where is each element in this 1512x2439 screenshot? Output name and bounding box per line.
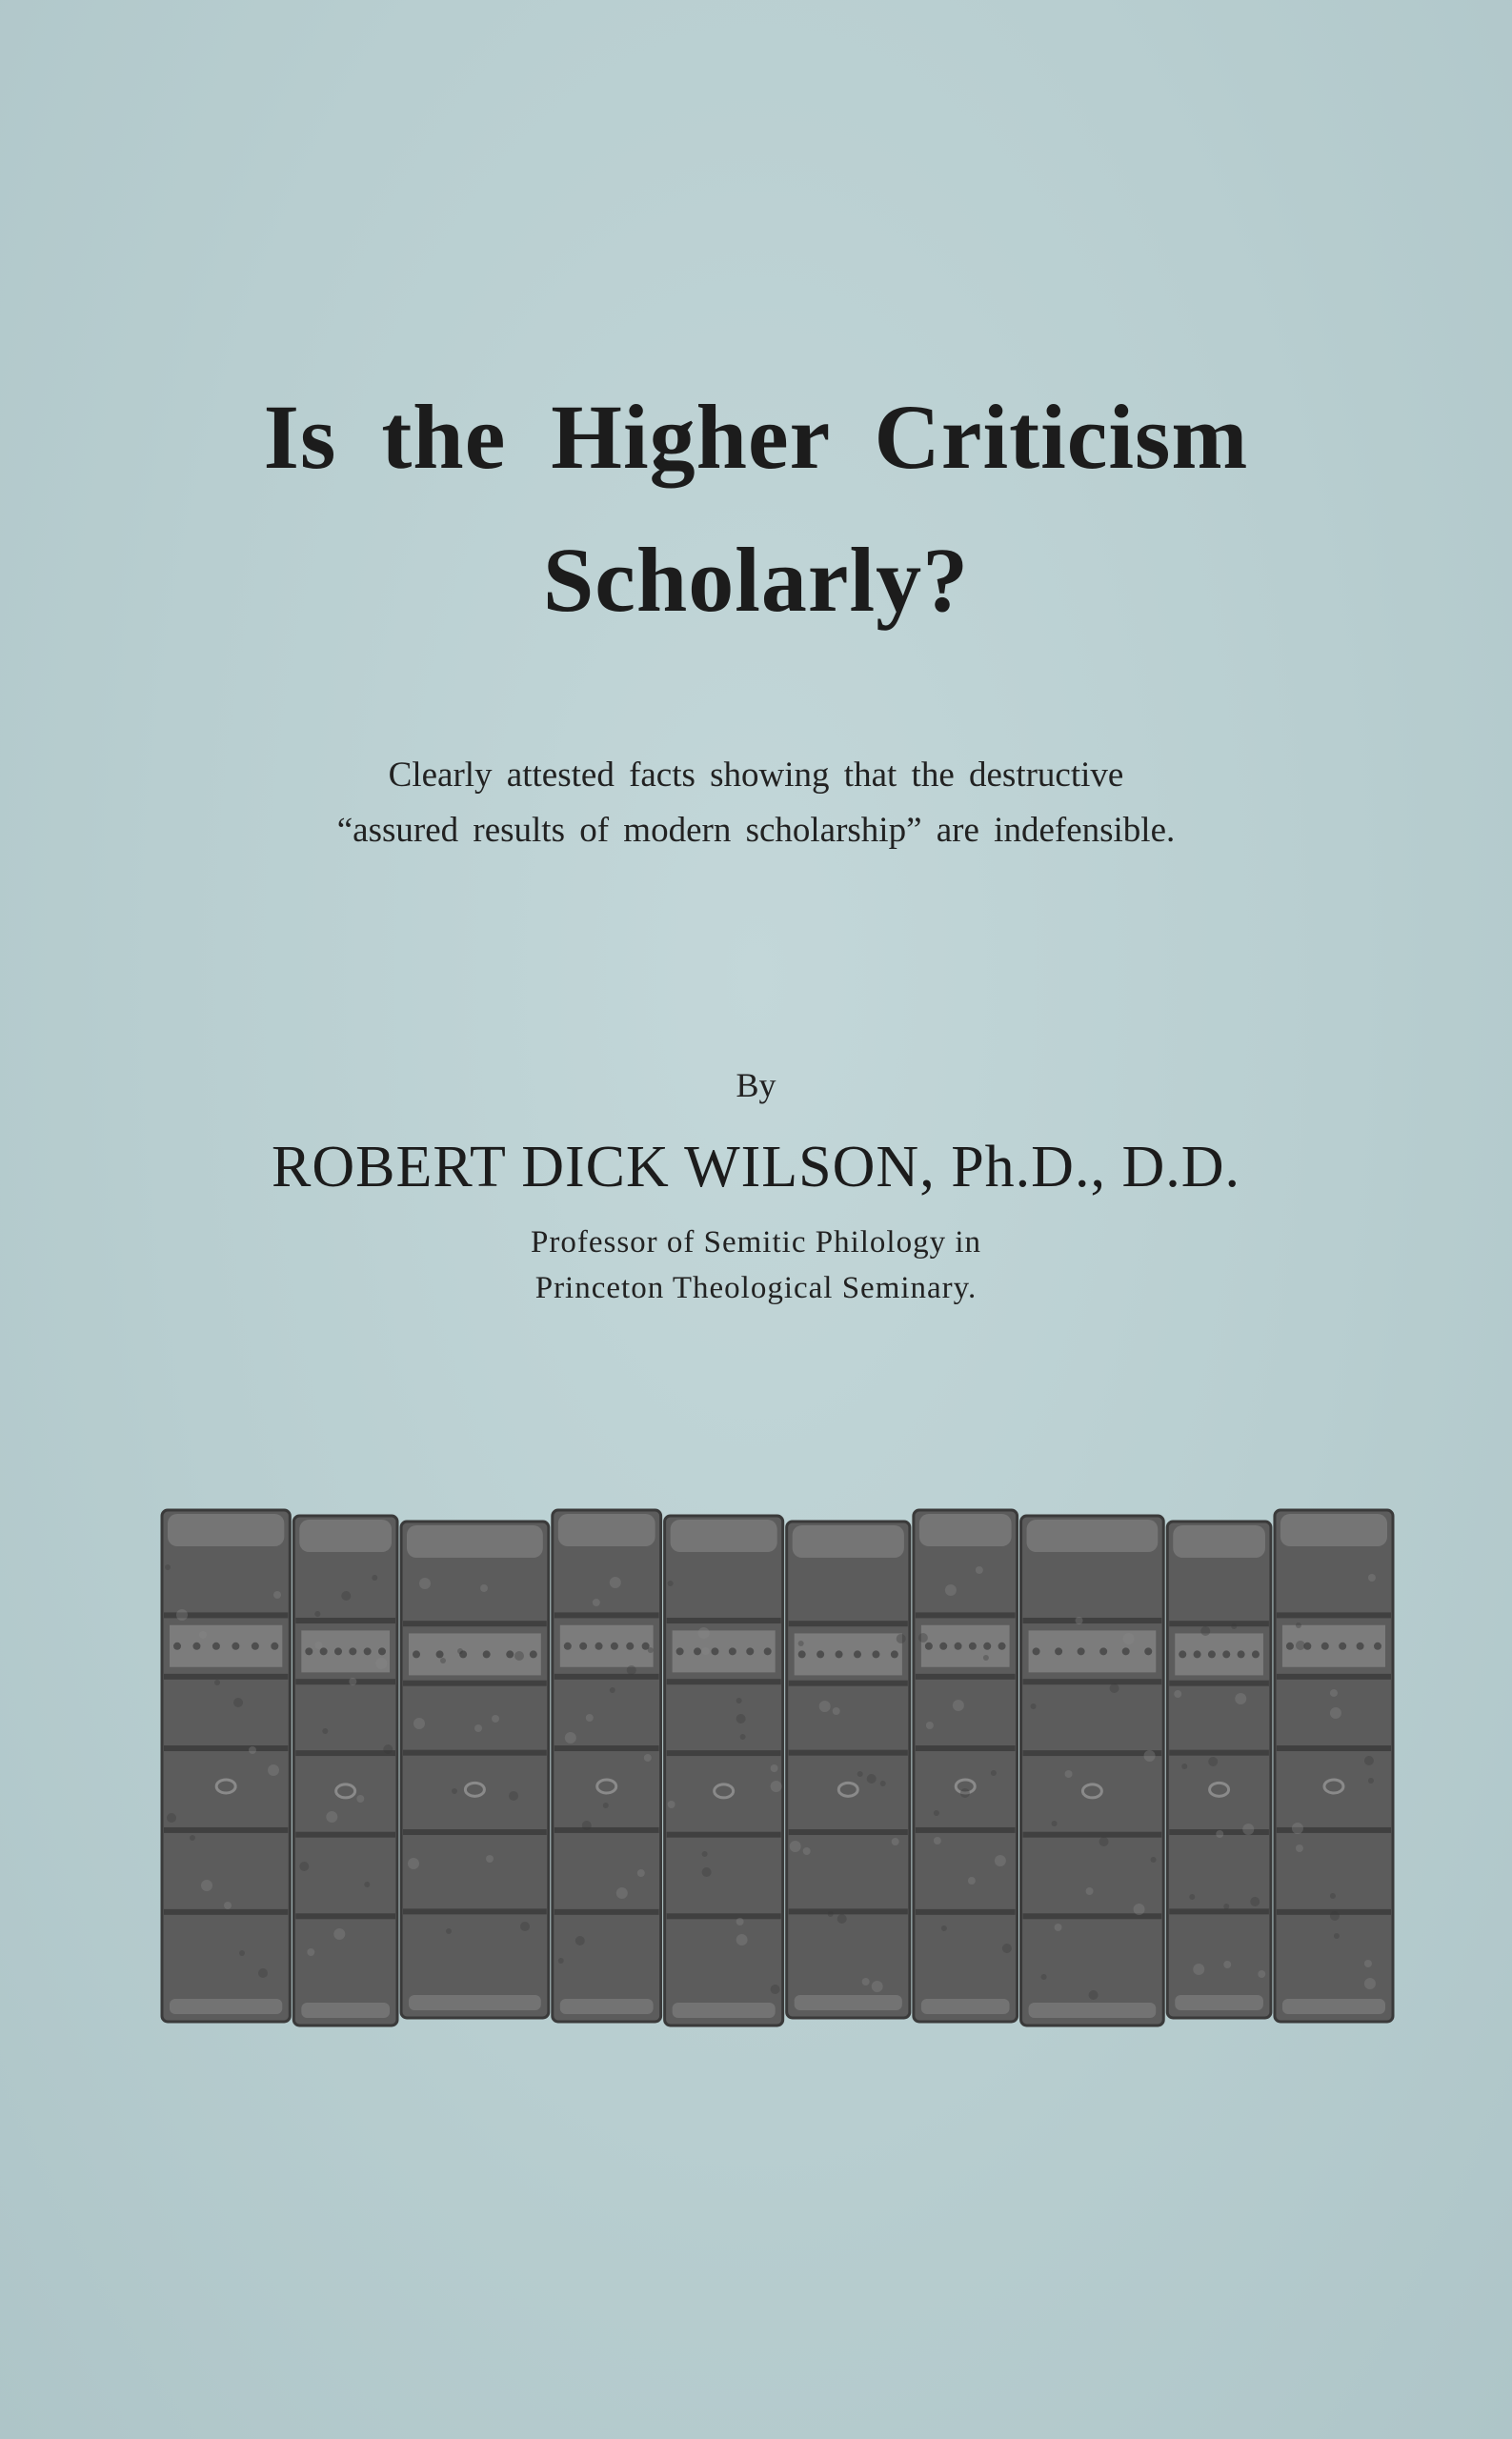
book-spine: [1167, 1522, 1271, 2018]
book-spine: [914, 1510, 1018, 2022]
cover-title-line-2: Scholarly?: [542, 529, 970, 632]
book-spine: [293, 1516, 397, 2026]
book-spine: [553, 1510, 661, 2022]
author-name: ROBERT DICK WILSON, Ph.D., D.D.: [271, 1135, 1241, 1199]
cover-title-line-1: Is the Higher Criticism: [263, 386, 1249, 489]
book-spine: [401, 1522, 549, 2018]
author-affiliation: [0, 1220, 1512, 1311]
book-spine: [787, 1522, 910, 2018]
affiliation-line-1: Professor of Semitic Philology in: [531, 1225, 981, 1260]
book-spine: [1275, 1510, 1393, 2022]
cover-subtitle-line-1: Clearly attested facts showing that the destructive: [388, 756, 1124, 795]
book-spine: [162, 1510, 290, 2022]
cover-title: [0, 366, 1512, 652]
cover-subtitle-line-2: “assured results of modern scholarship” are indefensible.: [336, 811, 1176, 850]
affiliation-line-2: Princeton Theological Seminary.: [534, 1271, 978, 1305]
book-spine: [665, 1516, 783, 2026]
cover-subtitle: [0, 748, 1512, 858]
row-of-book-spines-icon: [160, 1501, 1395, 2029]
book-spine: [1021, 1516, 1164, 2026]
byline: By: [736, 1066, 776, 1104]
